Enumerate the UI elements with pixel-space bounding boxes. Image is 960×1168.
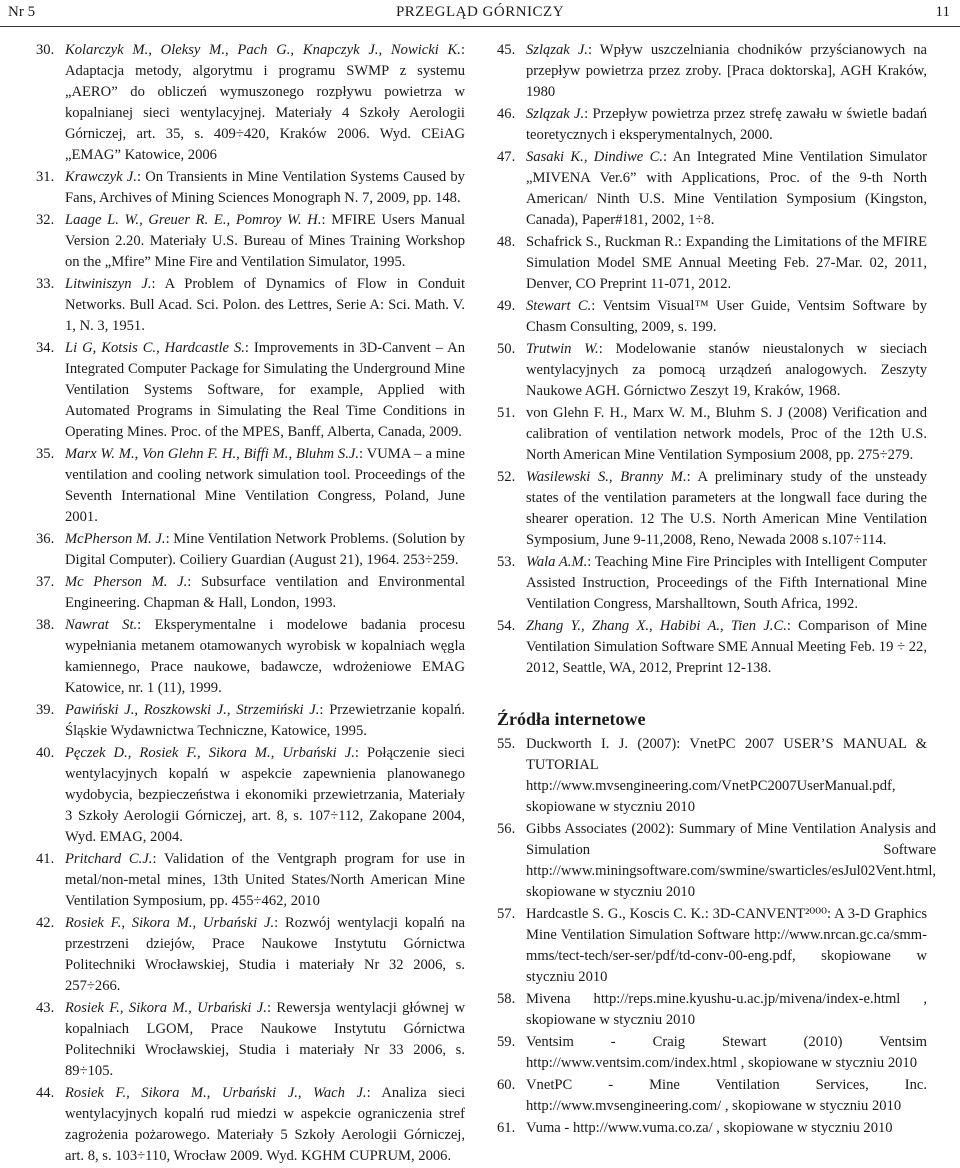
reference-item bbox=[36, 167, 465, 209]
reference-text: : Modelowanie stanów nieustalonych w sieciach wentylacyjnych za pomocą urządzeń analogowych. Zeszyty Naukowe AGH. Górnictwo Zeszyt 19, Kraków, 1968. bbox=[526, 341, 927, 399]
reference-item bbox=[497, 147, 927, 231]
reference-number: 45. bbox=[497, 42, 516, 58]
reference-body bbox=[65, 210, 465, 273]
reference-item bbox=[36, 615, 465, 699]
reference-item bbox=[497, 339, 927, 402]
reference-text: : Rozwój wentylacji kopalń na przestrzeni dziejów, Prace Naukowe Instytutu Górnictwa Politechniki Wrocławskiej, Studia i materiały Nr 32 2006, s. 257÷266. bbox=[65, 915, 465, 994]
reference-number: 47. bbox=[497, 149, 516, 165]
reference-item bbox=[497, 616, 927, 679]
reference-item bbox=[497, 904, 927, 988]
reference-body bbox=[526, 339, 927, 402]
reference-body bbox=[526, 819, 936, 903]
reference-authors: Rosiek F., Sikora M., Urbański J. bbox=[65, 915, 275, 931]
reference-body bbox=[65, 444, 465, 528]
reference-item bbox=[497, 819, 937, 903]
reference-body bbox=[65, 1083, 465, 1167]
reference-number: 53. bbox=[497, 554, 516, 570]
reference-text: Gibbs Associates (2002): Summary of Mine Ventilation Analysis and Simulation Software http://www.miningsoftware.com/swmine/swarticles/esJul02Vent.html, skopiowane w styczniu 2010 bbox=[526, 821, 937, 900]
reference-authors: Rosiek F., Sikora M., Urbański J., Wach J. bbox=[65, 1085, 367, 1101]
reference-item bbox=[497, 1118, 927, 1139]
page-number: 11 bbox=[935, 4, 950, 20]
reference-authors: Sasaki K., Dindiwe C. bbox=[526, 149, 663, 165]
reference-text: : A preliminary study of the unsteady states of the ventilation parameters at the longwall face during the shearer operation. 12 The U.S. North American Mine Ventilation Symposium, June 9-11,2008, Reno, Newada 2008 s.107÷114. bbox=[526, 469, 927, 548]
header-rule bbox=[0, 26, 960, 27]
reference-number: 50. bbox=[497, 341, 516, 357]
reference-item bbox=[497, 1032, 927, 1074]
reference-number: 36. bbox=[36, 531, 55, 547]
reference-body bbox=[526, 552, 927, 615]
reference-number: 42. bbox=[36, 915, 55, 931]
reference-text: : Analiza sieci wentylacyjnych kopalń rud miedzi w aspekcie ograniczenia stref zagrożenia pożarowego. Materiały 5 Szkoły Aerologii Górniczej, art. 8, s. 103÷110, Wrocław 2009. Wyd. KGHM CUPRUM, 2006. bbox=[65, 1085, 465, 1164]
reference-number: 49. bbox=[497, 298, 516, 314]
reference-list-right bbox=[497, 40, 927, 679]
reference-authors: Pritchard C.J. bbox=[65, 851, 153, 867]
reference-item bbox=[36, 743, 465, 848]
reference-text: : Subsurface ventilation and Environmental Engineering. Chapman & Hall, London, 1993. bbox=[65, 574, 466, 611]
reference-number: 59. bbox=[497, 1034, 516, 1050]
reference-item bbox=[497, 989, 927, 1031]
reference-item bbox=[497, 296, 927, 338]
reference-body bbox=[65, 167, 465, 209]
reference-item bbox=[497, 1075, 927, 1117]
left-column bbox=[36, 40, 465, 1168]
reference-item bbox=[497, 232, 927, 295]
reference-body bbox=[65, 274, 465, 337]
reference-body bbox=[65, 849, 465, 912]
reference-text: Ventsim - Craig Stewart (2010) Ventsim http://www.ventsim.com/index.html , skopiowane w styczniu 2010 bbox=[526, 1034, 927, 1071]
reference-item bbox=[497, 734, 927, 818]
reference-body bbox=[65, 338, 465, 443]
reference-body bbox=[526, 104, 927, 146]
reference-authors: Pęczek D., Rosiek F., Sikora M., Urbański J. bbox=[65, 745, 355, 761]
reference-body bbox=[65, 743, 465, 848]
reference-item bbox=[497, 40, 927, 103]
reference-number: 51. bbox=[497, 405, 516, 421]
reference-item bbox=[36, 1083, 465, 1167]
reference-text: : Comparison of Mine Ventilation Simulation Software SME Annual Meeting Feb. 19 ÷ 22, 2012, Seattle, WA, 2012, Preprint 12-138. bbox=[526, 618, 927, 676]
reference-authors: Pawiński J., Roszkowski J., Strzemiński J. bbox=[65, 702, 320, 718]
reference-number: 40. bbox=[36, 745, 55, 761]
reference-body bbox=[526, 616, 927, 679]
reference-item bbox=[497, 467, 927, 551]
reference-body bbox=[65, 700, 465, 742]
reference-text: : VUMA – a mine ventilation and cooling network simulation tool. Proceedings of the Seventh International Mine Ventilation Congress, Poland, June 2001. bbox=[65, 446, 465, 525]
reference-text: : Ventsim Visual™ User Guide, Ventsim Software by Chasm Consulting, 2009, s. 199. bbox=[526, 298, 927, 335]
reference-number: 44. bbox=[36, 1085, 55, 1101]
reference-number: 48. bbox=[497, 234, 516, 250]
reference-text: : Wpływ uszczelniania chodników przyścianowych na przepływ powietrza przez zroby. [Praca doktorska], AGH Kraków, 1980 bbox=[526, 42, 928, 100]
reference-body bbox=[526, 904, 927, 988]
reference-number: 39. bbox=[36, 702, 55, 718]
reference-text: Schafrick S., Ruckman R.: Expanding the Limitations of the MFIRE Simulation Model SME Annual Meeting Feb. 27-Mar. 02, 2011, Denver, CO Preprint 11-071, 2012. bbox=[526, 234, 927, 292]
reference-text: Vuma - http://www.vuma.co.za/ , skopiowane w styczniu 2010 bbox=[526, 1120, 893, 1136]
reference-text: : Eksperymentalne i modelowe badania procesu wypełniania metanem otamowanych wyrobisk w kopalniach węgla kamiennego, Prace naukowe, badawcze, wdrożeniowe EMAG Katowice, nr. 1 (11), 1999. bbox=[65, 617, 465, 696]
reference-body bbox=[526, 232, 927, 295]
page-header bbox=[0, 0, 960, 28]
reference-body bbox=[65, 615, 465, 699]
reference-text: : Teaching Mine Fire Principles with Intelligent Computer Assisted Instruction, Proceedings of the Fifth International Mine Ventilation Congress, Marshalltown, South Africa, 1992. bbox=[526, 554, 928, 612]
reference-text: : Przepływ powietrza przez strefę zawału w świetle badań teoretycznych i eksperymentalnych, 2000. bbox=[526, 106, 927, 143]
reference-item bbox=[36, 572, 465, 614]
reference-authors: Zhang Y., Zhang X., Habibi A., Tien J.C. bbox=[526, 618, 787, 634]
reference-body bbox=[526, 734, 927, 818]
reference-number: 34. bbox=[36, 340, 55, 356]
reference-number: 46. bbox=[497, 106, 516, 122]
reference-number: 33. bbox=[36, 276, 55, 292]
reference-item bbox=[36, 913, 465, 997]
reference-body bbox=[526, 1032, 927, 1074]
reference-text: : MFIRE Users Manual Version 2.20. Materiały U.S. Bureau of Mines Training Workshop on the „Mfire” Mine Fire and Ventilation Simulator, 1995. bbox=[65, 212, 466, 270]
reference-body bbox=[526, 1118, 927, 1139]
reference-authors: Mc Pherson M. J. bbox=[65, 574, 188, 590]
internet-reference-list bbox=[497, 734, 937, 1139]
reference-body bbox=[526, 40, 927, 103]
reference-body bbox=[65, 998, 465, 1082]
reference-item bbox=[36, 998, 465, 1082]
reference-body bbox=[526, 296, 927, 338]
reference-body bbox=[526, 147, 927, 231]
reference-number: 57. bbox=[497, 906, 516, 922]
reference-body bbox=[65, 40, 465, 166]
reference-item bbox=[36, 529, 465, 571]
reference-item bbox=[36, 849, 465, 912]
reference-text: : Improvements in 3D-Canvent – An Integrated Computer Package for Simulating the Underground Mine Ventilation Systems Software, for example, Applied with Automated Programs in Simulating the Real Time Conditions in Operating Mines. Proc. of the MPES, Banff, Alberta, Canada, 2009. bbox=[65, 340, 465, 440]
reference-text: : On Transients in Mine Ventilation Systems Caused by Fans, Archives of Mining Sciences Monograph N. 7, 2009, pp. 148. bbox=[65, 169, 465, 206]
reference-item bbox=[36, 444, 465, 528]
reference-text: von Glehn F. H., Marx W. M., Bluhm S. J (2008) Verification and calibration of ventilation network models, Proc of the 12th U.S. North American Mine Ventilation Symposium 2008, pp. 275÷279. bbox=[526, 405, 927, 463]
reference-number: 35. bbox=[36, 446, 55, 462]
reference-number: 43. bbox=[36, 1000, 55, 1016]
reference-authors: Laage L. W., Greuer R. E., Pomroy W. H. bbox=[65, 212, 322, 228]
reference-body bbox=[65, 572, 465, 614]
reference-item bbox=[36, 700, 465, 742]
reference-authors: Szlązak J. bbox=[526, 106, 585, 122]
reference-authors: Trutwin W. bbox=[526, 341, 599, 357]
reference-text: : Połączenie sieci wentylacyjnych kopalń w aspekcie zapewnienia planowanego wydobycia, bezpieczeństwa i ekonomiki przewietrzania, Materiały 3 Szkoły Aerologii Górniczej, art. 8, s. 107÷112, Zakopane 2004, Wyd. EMAG, 2004. bbox=[65, 745, 465, 845]
issue-number: Nr 5 bbox=[8, 4, 36, 20]
reference-text: : Przewietrzanie kopalń. Śląskie Wydawnictwa Techniczne, Katowice, 1995. bbox=[65, 702, 465, 739]
reference-text: : Rewersja wentylacji głównej w kopalniach LGOM, Prace Naukowe Instytutu Górnictwa Politechniki Wrocławskiej, Studia i materiały Nr 33 2006, s. 89÷105. bbox=[65, 1000, 465, 1079]
reference-authors: Szlązak J. bbox=[526, 42, 588, 58]
reference-text: : Adaptacja metody, algorytmu i programu SWMP z systemu „AERO” do obliczeń wymuszonego rozpływu powietrza w kopalnianej sieci wentylacyjnej. Materiały 4 Szkoły Aerologii Górniczej, art. 35, s. 409÷420, Kraków 2006. Wyd. CEiAG „EMAG” Katowice, 2006 bbox=[65, 42, 465, 163]
reference-item bbox=[497, 104, 927, 146]
reference-number: 56. bbox=[497, 821, 516, 837]
reference-number: 55. bbox=[497, 736, 516, 752]
reference-text: : Mine Ventilation Network Problems. (Solution by Digital Computer). Coiliery Guardian (August 21), 1964. 253÷259. bbox=[65, 531, 465, 568]
reference-text: Hardcastle S. G., Koscis C. K.: 3D-CANVENT²⁰⁰⁰: A 3-D Graphics Mine Ventilation Simulation Software http://www.nrcan.gc.ca/smm-mms/tect-tech/ser-ser/pdf/td-conv-00-eng.pdf, skopiowane w styczniu 2010 bbox=[526, 906, 927, 985]
reference-number: 54. bbox=[497, 618, 516, 634]
reference-number: 32. bbox=[36, 212, 55, 228]
reference-number: 30. bbox=[36, 42, 55, 58]
reference-body bbox=[65, 529, 465, 571]
reference-authors: McPherson M. J. bbox=[65, 531, 166, 547]
reference-text: Duckworth I. J. (2007): VnetPC 2007 USER’S MANUAL & TUTORIAL http://www.mvsengineering.com/VnetPC2007UserManual.pdf, skopiowane w styczniu 2010 bbox=[526, 736, 927, 815]
reference-text: : A Problem of Dynamics of Flow in Conduit Networks. Bull Acad. Sci. Polon. des Lettres, Serie A: Sci. Math. V. 1, N. 3, 1951. bbox=[65, 276, 466, 334]
reference-text: : An Integrated Mine Ventilation Simulator „MIVENA Ver.6” with Applications, Proc. of the 9-th North American/ Ninth U.S. Mine Ventilation Symposium (Kingston, Canada), Paper#181, 2002, 1÷8. bbox=[526, 149, 927, 228]
reference-item bbox=[36, 40, 465, 166]
reference-authors: Nawrat St. bbox=[65, 617, 138, 633]
reference-number: 61. bbox=[497, 1120, 516, 1136]
reference-number: 52. bbox=[497, 469, 516, 485]
internet-sources-heading: Źródła internetowe bbox=[497, 709, 646, 729]
reference-item bbox=[36, 210, 465, 273]
reference-number: 41. bbox=[36, 851, 55, 867]
reference-text: VnetPC - Mine Ventilation Services, Inc. http://www.mvsengineering.com/ , skopiowane w styczniu 2010 bbox=[526, 1077, 927, 1114]
reference-number: 60. bbox=[497, 1077, 516, 1093]
reference-authors: Krawczyk J. bbox=[65, 169, 137, 185]
reference-text: : Validation of the Ventgraph program for use in metal/non-metal mines, 13th United States/North American Mine Ventilation Symposium, pp. 455÷462, 2010 bbox=[65, 851, 465, 909]
reference-body bbox=[526, 467, 927, 551]
reference-authors: Litwiniszyn J. bbox=[65, 276, 152, 292]
reference-number: 31. bbox=[36, 169, 55, 185]
reference-authors: Stewart C. bbox=[526, 298, 592, 314]
reference-body bbox=[526, 1075, 927, 1117]
reference-body bbox=[526, 403, 927, 466]
reference-authors: Wala A.M. bbox=[526, 554, 588, 570]
journal-title: PRZEGLĄD GÓRNICZY bbox=[395, 4, 565, 20]
reference-number: 37. bbox=[36, 574, 55, 590]
reference-item bbox=[497, 552, 927, 615]
reference-body bbox=[526, 989, 927, 1031]
reference-authors: Marx W. M., Von Glehn F. H., Biffi M., Bluhm S.J. bbox=[65, 446, 359, 462]
reference-text: Mivena http://reps.mine.kyushu-u.ac.jp/mivena/index-e.html , skopiowane w styczniu 2010 bbox=[526, 991, 927, 1028]
reference-item bbox=[36, 274, 465, 337]
reference-authors: Rosiek F., Sikora M., Urbański J. bbox=[65, 1000, 267, 1016]
reference-authors: Li G, Kotsis C., Hardcastle S. bbox=[65, 340, 245, 356]
reference-number: 58. bbox=[497, 991, 516, 1007]
reference-number: 38. bbox=[36, 617, 55, 633]
reference-authors: Kolarczyk M., Oleksy M., Pach G., Knapczyk J., Nowicki K. bbox=[65, 42, 461, 58]
right-column bbox=[497, 40, 937, 1140]
reference-item bbox=[497, 403, 927, 466]
reference-body bbox=[65, 913, 465, 997]
reference-authors: Wasilewski S., Branny M. bbox=[526, 469, 687, 485]
reference-item bbox=[36, 338, 465, 443]
